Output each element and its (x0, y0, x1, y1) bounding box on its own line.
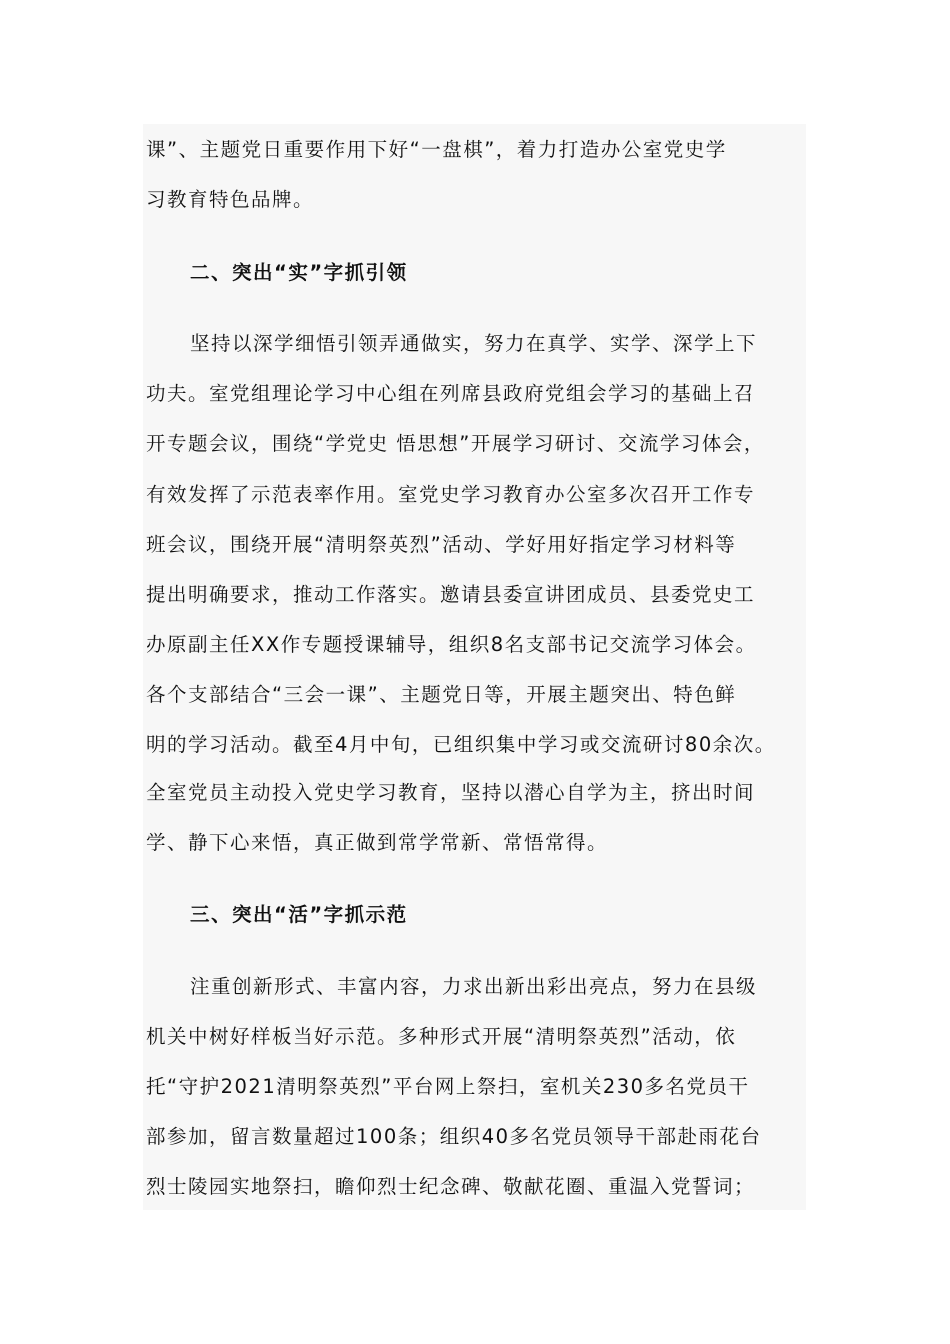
paragraph-line: 功夫。室党组理论学习中心组在列席县政府党组会学习的基础上召 (146, 382, 756, 405)
paragraph-line: 有效发挥了示范表率作用。室党史学习教育办公室多次召开工作专 (146, 483, 756, 506)
paragraph-line: 习教育特色品牌。 (146, 188, 315, 211)
paragraph-line: 办原副主任XX作专题授课辅导，组织8名支部书记交流学习体会。 (146, 633, 757, 656)
paragraph-line: 机关中树好样板当好示范。多种形式开展“清明祭英烈”活动，依 (146, 1025, 737, 1048)
paragraph-line: 全室党员主动投入党史学习教育，坚持以潜心自学为主，挤出时间 (146, 781, 756, 804)
paragraph-line: 烈士陵园实地祭扫，瞻仰烈士纪念碑、敬献花圈、重温入党誓词； (146, 1175, 756, 1198)
section-heading-3: 三、突出“活”字抓示范 (190, 903, 408, 926)
paragraph-line: 课”、主题党日重要作用下好“一盘棋”，着力打造办公室党史学 (146, 138, 727, 161)
paragraph-line: 开专题会议，围绕“学党史 悟思想”开展学习研讨、交流学习体会， (146, 432, 765, 455)
paragraph-line: 托“守护2021清明祭英烈”平台网上祭扫，室机关230多名党员干 (146, 1075, 750, 1098)
paragraph-line: 学、静下心来悟，真正做到常学常新、常悟常得。 (146, 831, 609, 854)
paragraph-line: 各个支部结合“三会一课”、主题党日等，开展主题突出、特色鲜 (146, 683, 737, 706)
section-heading-2: 二、突出“实”字抓引领 (190, 261, 408, 284)
paragraph-line: 注重创新形式、丰富内容，力求出新出彩出亮点，努力在县级 (190, 975, 758, 998)
paragraph-line: 坚持以深学细悟引领弄通做实，努力在真学、实学、深学上下 (190, 332, 758, 355)
paragraph-line: 班会议，围绕开展“清明祭英烈”活动、学好用好指定学习材料等 (146, 533, 737, 556)
paragraph-line: 明的学习活动。截至4月中旬，已组织集中学习或交流研讨80余次。 (146, 733, 776, 756)
paragraph-line: 提出明确要求，推动工作落实。邀请县委宣讲团成员、县委党史工 (146, 583, 756, 606)
paragraph-line: 部参加，留言数量超过100条；组织40多名党员领导干部赴雨花台 (146, 1125, 762, 1148)
